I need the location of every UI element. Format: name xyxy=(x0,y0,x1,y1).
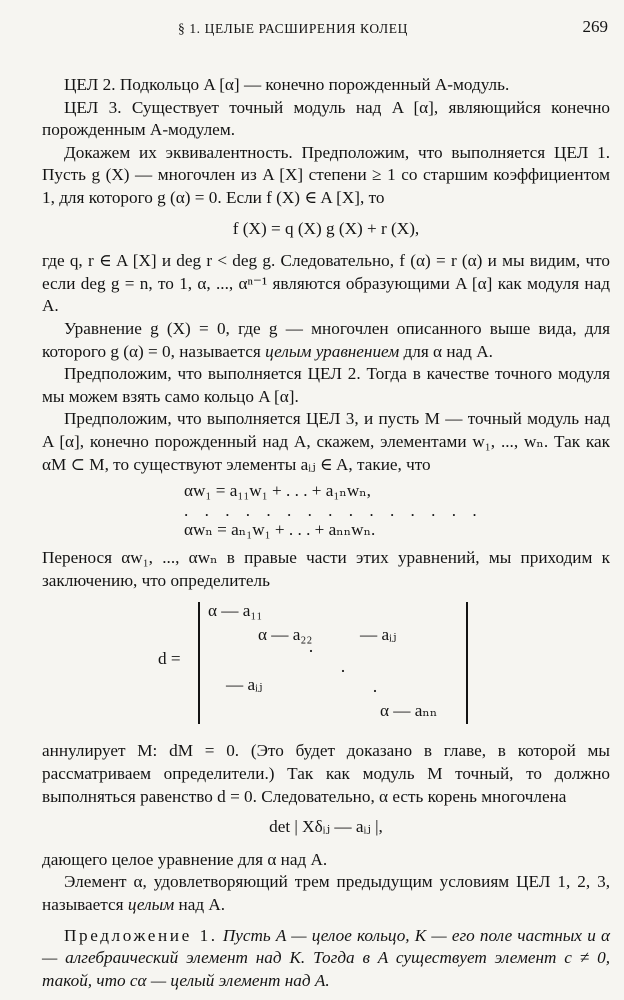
proposition-heading: Предложение 1. xyxy=(64,925,218,945)
determinant-label: d = xyxy=(158,649,181,669)
paragraph-cel3-proof: Предположим, что выполняется ЦЕЛ 3, и пусть M — точный модуль над A [α], конечно порожденный над A, скажем, элементами w₁, ..., wₙ. Так как αM ⊂ M, то существуют элементы aᵢⱼ ∈ A, такие, что xyxy=(42,409,610,474)
equation-ellipsis: . . . . . . . . . . . . . . . xyxy=(184,500,483,520)
determinant-entry-22: α — a₂₂ xyxy=(258,625,313,645)
determinant-entry-nn: α — aₙₙ xyxy=(380,701,438,721)
paragraph-integral-equation xyxy=(42,318,610,363)
text-span: Уравнение g (X) = 0, где g — многочлен описанного выше вида, для которого g (α) = 0, называется xyxy=(42,318,610,361)
paragraph-integral-definition xyxy=(42,871,610,916)
equation-system xyxy=(184,480,484,541)
determinant-dot: · xyxy=(308,641,314,662)
equation-first: αw₁ = a₁₁w₁ + . . . + a₁ₙwₙ, xyxy=(184,481,371,501)
paragraph-generators: где q, r ∈ A [X] и deg r < deg g. Следовательно, f (α) = r (α) и мы видим, что если deg g = n, то 1, α, ..., αⁿ⁻¹ являются образующими A [α] как модуля над A. xyxy=(42,251,610,316)
formula-division: f (X) = q (X) g (X) + r (X), xyxy=(232,218,420,238)
determinant-dot: · xyxy=(372,681,378,702)
proposition-statement: Пусть A — целое кольцо, K — его поле частных и α — алгебраический элемент над K. Тогда в A существует элемент c ≠ 0, такой, что cα — целый элемент над A. xyxy=(42,925,610,990)
proposition-1 xyxy=(42,925,610,993)
determinant-entry-upper: — aᵢⱼ xyxy=(360,625,397,645)
paragraph-cel2-proof: Предположим, что выполняется ЦЕЛ 2. Тогда в качестве точного модуля мы можем взять само кольцо A [α]. xyxy=(42,364,610,406)
page-number: 269 xyxy=(582,17,608,36)
running-head: § 1. ЦЕЛЫЕ РАСШИРЕНИЯ КОЛЕЦ xyxy=(178,21,408,36)
text-span: для α над A. xyxy=(399,341,493,361)
determinant-dot: · xyxy=(340,661,346,682)
text-span: над A. xyxy=(174,895,226,915)
equation-last: αwₙ = aₙ₁w₁ + . . . + aₙₙwₙ. xyxy=(184,519,376,539)
paragraph-annihilates: аннулирует M: dM = 0. (Это будет доказано в главе, в которой мы рассматриваем определители.) Так как модуль M точный, то должно выполняться равенство d = 0. Следовательно, α есть корень многочлена xyxy=(42,741,610,806)
paragraph-cel3: ЦЕЛ 3. Существует точный модуль над A [α], являющийся конечно порожденным A-модулем. xyxy=(42,97,610,140)
paragraph-cel2: ЦЕЛ 2. Подкольцо A [α] — конечно порожденный A-модуль. xyxy=(64,75,510,94)
paragraph-determinant-intro: Перенося αw₁, ..., αwₙ в правые части этих уравнений, мы приходим к заключению, что определитель xyxy=(42,548,610,590)
determinant-left-bar xyxy=(198,602,200,724)
text-span: Элемент α, удовлетворяющий трем предыдущим условиям ЦЕЛ 1, 2, 3, называется xyxy=(42,872,610,915)
term-integral: целым xyxy=(127,895,175,915)
determinant xyxy=(42,600,610,734)
page-body xyxy=(42,74,610,992)
determinant-entry-11: α — a₁₁ xyxy=(208,601,263,621)
determinant-right-bar xyxy=(466,602,468,724)
paragraph-proof-start: Докажем их эквивалентность. Предположим, что выполняется ЦЕЛ 1. Пусть g (X) — многочлен из A [X] степени ≥ 1 со старшим коэффициентом 1, для которого g (α) = 0. Если f (X) ∈ A [X], то xyxy=(42,142,610,207)
determinant-entry-lower: — aᵢⱼ xyxy=(226,675,263,695)
formula-characteristic-polynomial: det | Xδᵢⱼ — aᵢⱼ |, xyxy=(269,817,383,837)
term-integral-equation: целым уравнением xyxy=(265,341,400,361)
page-header xyxy=(0,16,624,42)
paragraph-gives-equation: дающего целое уравнение для α над A. xyxy=(42,849,328,869)
